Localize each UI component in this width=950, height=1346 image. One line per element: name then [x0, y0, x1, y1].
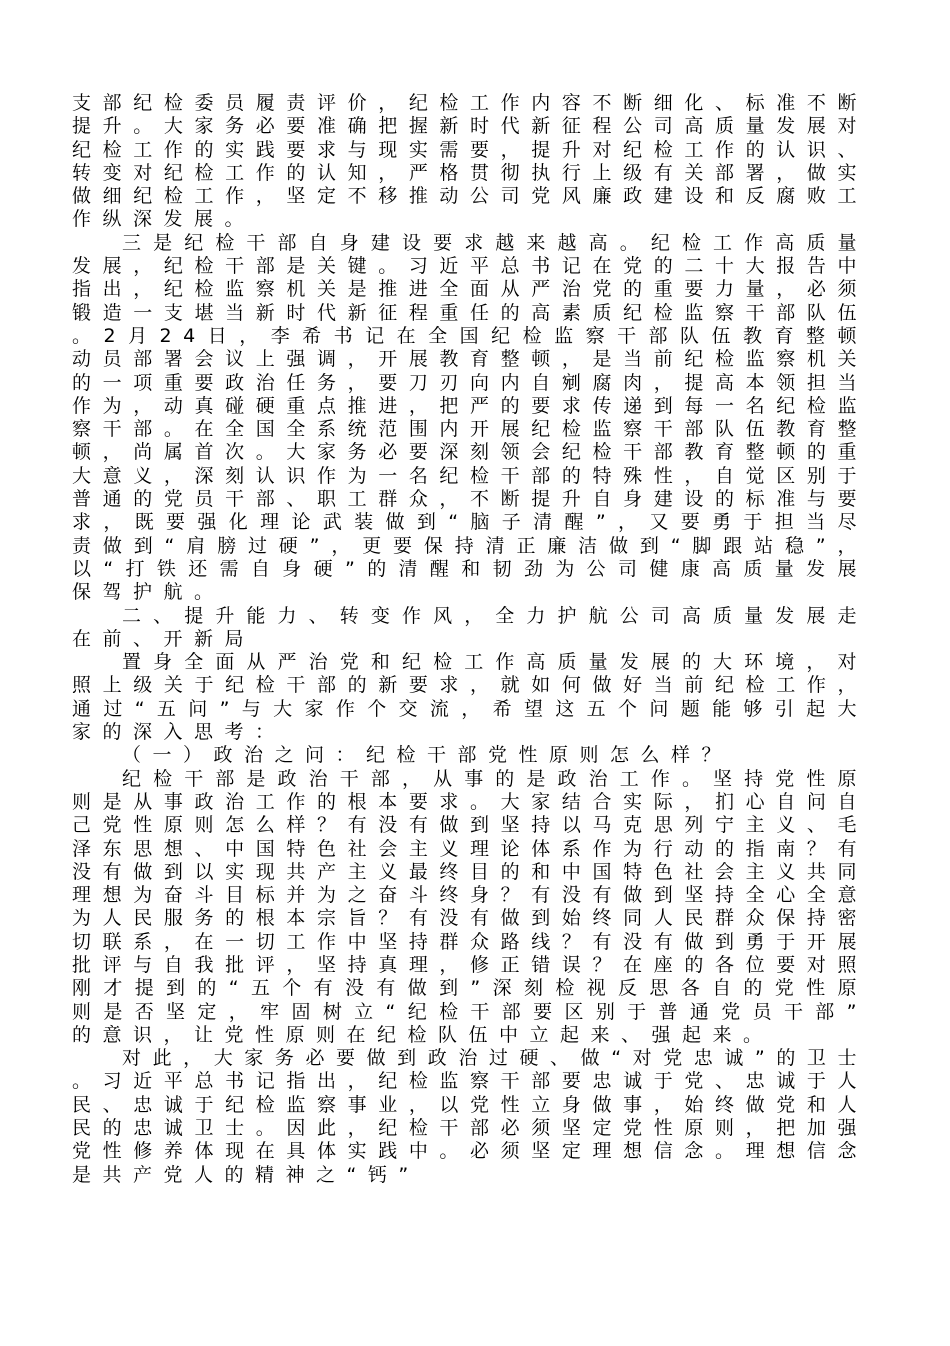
section-heading-two: 二、提升能力、转变作风，全力护航公司高质量发展走在前、开新局 — [72, 604, 868, 650]
paragraph-political-loyalty: 对此，大家务必要做到政治过硬、做“对党忠诚”的卫士。习近平总书记指出，纪检监察干部要忠诚于党、忠诚于人民、忠诚于纪检监察事业，以党性立身做事，始终做党和人民的忠诚卫士。因此，纪检干部必须坚定党性原则，把加强党性修养体现在具体实践中。必须坚定理想信念。理想信念是共产党人的精神之“钙” — [72, 1047, 868, 1186]
paragraph-five-questions-intro: 置身全面从严治党和纪检工作高质量发展的大环境，对照上级关于纪检干部的新要求，就如何做好当前纪检工作，通过“五问”与大家作个交流，希望这五个问题能够引起大家的深入思考： — [72, 651, 868, 744]
document-body — [72, 92, 868, 1187]
subheading-political-question: （一）政治之问：纪检干部党性原则怎么样？ — [122, 744, 733, 767]
paragraph-duty-evaluation: 支部纪检委员履责评价，纪检工作内容不断细化、标准不断提升。大家务必要准确把握新时代新征程公司高质量发展对纪检工作的实践要求与现实需要，提升对纪检工作的认识、转变对纪检工作的认知，严格贯彻执行上级有关部署，做实做细纪检工作，坚定不移推动公司党风廉政建设和反腐败工作纵深发展。 — [72, 92, 868, 231]
paragraph-party-principle: 纪检干部是政治干部，从事的是政治工作。坚持党性原则是从事政治工作的根本要求。大家结合实际，扪心自问自己党性原则怎么样？有没有做到坚持以马克思列宁主义、毛泽东思想、中国特色社会主义理论体系作为行动的指南？有没有做到以实现共产主义最终目的和中国特色社会主义共同理想为奋斗目标并为之奋斗终身？有没有做到坚持全心全意为人民服务的根本宗旨？有没有做到始终同人民群众保持密切联系，在一切工作中坚持群众路线？有没有做到勇于开展批评与自我批评，坚持真理，修正错误？在座的各位要对照刚才提到的“五个有没有做到”深刻检视反思各自的党性原则是否坚定，牢固树立“纪检干部要区别于普通党员干部”的意识，让党性原则在纪检队伍中立起来、强起来。 — [72, 767, 868, 1046]
paragraph-point-three: 三是纪检干部自身建设要求越来越高。纪检工作高质量发展，纪检干部是关键。习近平总书记在党的二十大报告中指出，纪检监察机关是推进全面从严治党的重要力量，必须锻造一支堪当新时代新征程重任的高素质纪检监察干部队伍。2月24日，李希书记在全国纪检监察干部队伍教育整顿动员部署会议上强调，开展教育整顿，是当前纪检监察机关的一项重要政治任务，要刀刃向内自剜腐肉，提高本领担当作为，动真碰硬重点推进，把严的要求传递到每一名纪检监察干部。在全国全系统范围内开展纪检监察干部队伍教育整顿，尚属首次。大家务必要深刻领会纪检干部教育整顿的重大意义，深刻认识作为一名纪检干部的特殊性，自觉区别于普通的党员干部、职工群众，不断提升自身建设的标准与要求，既要强化理论武装做到“脑子清醒”，又要勇于担当尽责做到“肩膀过硬”，更要保持清正廉洁做到“脚跟站稳”，以“打铁还需自身硬”的清醒和韧劲为公司健康高质量发展保驾护航。 — [72, 231, 868, 604]
